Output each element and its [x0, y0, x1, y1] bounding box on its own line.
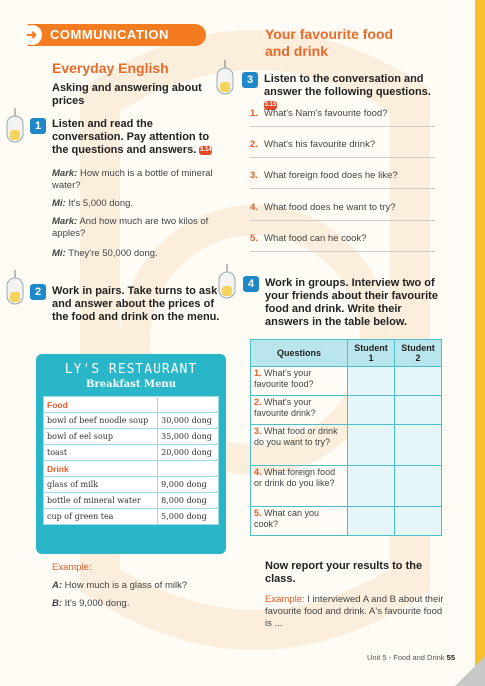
question-number: 5. [250, 233, 258, 244]
exercise-number-badge: 3 [242, 72, 258, 88]
table-header: Student 1 [348, 340, 395, 367]
example-label: Example: [52, 562, 92, 573]
section-banner [28, 24, 206, 46]
question-item [250, 108, 435, 127]
menu-category: Drink [44, 461, 158, 477]
table-header-row [251, 340, 442, 367]
menu-item: bowl of beef noodle soup [44, 413, 158, 429]
exercise-number-badge: 4 [243, 276, 259, 292]
menu-item-row [44, 429, 219, 445]
exercise2-instruction: Work in pairs. Take turns to ask and answer about the prices of the food and drink on the menu. [52, 285, 220, 323]
menu-subtitle: Breakfast Menu [86, 379, 176, 390]
example-line [52, 580, 232, 592]
question-text: What foreign food or drink do you like? [254, 467, 336, 488]
speaker-name: Mark: [52, 168, 78, 179]
example-text: I interviewed A and B about their favourite food and drink. A's favourite food is ... [265, 594, 444, 629]
speaker-name: Mi: [52, 198, 66, 209]
question-text: What food can he cook? [264, 233, 367, 244]
menu-item-row [44, 445, 219, 461]
menu-price: 8,000 dong [158, 493, 219, 509]
answer-cell[interactable] [348, 367, 395, 396]
menu-item-row [44, 493, 219, 509]
menu-price: 35,000 dong [158, 429, 219, 445]
question-number: 1. [250, 108, 258, 119]
question-number: 3. [250, 170, 258, 181]
dialogue-line [52, 248, 222, 260]
answer-cell[interactable] [395, 396, 442, 425]
example-label: Example: [265, 594, 305, 605]
report-example [265, 594, 445, 630]
dialogue-text: How much is a bottle of mineral water? [52, 168, 213, 191]
answer-cell[interactable] [348, 396, 395, 425]
answer-cell[interactable] [348, 466, 395, 507]
speaker-name: B: [52, 598, 63, 609]
question-number: 2. [250, 139, 258, 150]
question-text: What's your favourite drink? [254, 397, 316, 418]
answer-cell[interactable] [348, 425, 395, 466]
menu-price: 5,000 dong [158, 509, 219, 525]
question-item [250, 202, 435, 221]
answer-cell[interactable] [395, 466, 442, 507]
mouse-icon [216, 264, 238, 302]
exercise4-instruction: Work in groups. Interview two of your friends about their favourite food and drink. Write their answers in the table below. [265, 277, 438, 328]
menu-item-row [44, 509, 219, 525]
restaurant-menu [36, 354, 226, 554]
exercise3-instruction-text: Listen to the conversation and answer the following questions. [264, 73, 431, 98]
menu-item: bottle of mineral water [44, 493, 158, 509]
question-text: What's Nam's favourite food? [264, 108, 388, 119]
exercise1-instruction [52, 118, 222, 157]
question-item [250, 233, 435, 252]
menu-price: 20,000 dong [158, 445, 219, 461]
table-question-cell [251, 367, 348, 396]
speaker-name: A: [52, 580, 63, 591]
menu-category-row [44, 397, 219, 413]
everyday-english-title: Everyday English [52, 60, 169, 76]
page-edge-tab [475, 0, 485, 686]
question-text: What can you cook? [254, 508, 320, 529]
menu-title: LY'S RESTAURANT [64, 362, 198, 377]
example-line [52, 598, 232, 610]
table-header: Questions [251, 340, 348, 367]
section-banner-label: COMMUNICATION [50, 27, 169, 42]
audio-track-icon[interactable]: 3.14 [199, 146, 212, 153]
dialogue-line [52, 216, 222, 240]
arrow-right-icon: ➜ [22, 25, 42, 45]
question-text: What's his favourite drink? [264, 139, 376, 150]
question-text: What foreign food does he like? [264, 170, 398, 181]
menu-item: bowl of eel soup [44, 429, 158, 445]
menu-price: 30,000 dong [158, 413, 219, 429]
interview-table [250, 339, 442, 536]
exercise3-instruction [264, 73, 444, 112]
table-row [251, 396, 442, 425]
question-number: 3. [254, 426, 262, 436]
example-text: It's 9,000 dong. [64, 598, 130, 609]
menu-table [43, 396, 219, 525]
table-question-cell [251, 507, 348, 536]
exercise-number-badge: 1 [30, 118, 46, 134]
table-header: Student 2 [395, 340, 442, 367]
question-text: What food or drink do you want to try? [254, 426, 338, 447]
question-number: 1. [254, 368, 262, 378]
dialogue-text: And how much are two kilos of apples? [52, 216, 209, 239]
menu-category-row [44, 461, 219, 477]
mouse-icon [214, 60, 236, 98]
page-footer [367, 653, 455, 662]
question-item [250, 139, 435, 158]
menu-item: glass of milk [44, 477, 158, 493]
dialogue-text: It's 5,000 dong. [68, 198, 134, 209]
mouse-icon [4, 108, 26, 146]
table-row [251, 507, 442, 536]
page-curl [455, 656, 485, 686]
table-row [251, 466, 442, 507]
question-number: 4. [250, 202, 258, 213]
question-number: 2. [254, 397, 262, 407]
question-text: What's your favourite food? [254, 368, 314, 389]
answer-cell[interactable] [395, 425, 442, 466]
menu-item: cup of green tea [44, 509, 158, 525]
menu-item: toast [44, 445, 158, 461]
speaker-name: Mark: [52, 216, 78, 227]
question-number: 5. [254, 508, 262, 518]
mouse-icon [4, 270, 26, 308]
table-row [251, 425, 442, 466]
answer-cell[interactable] [395, 507, 442, 536]
question-item [250, 170, 435, 189]
menu-category: Food [44, 397, 158, 413]
unit-label: Unit 5 - Food and Drink [367, 653, 445, 662]
exercise1-instruction-text: Listen and read the conversation. Pay attention to the questions and answers. [52, 118, 210, 156]
audio-track-icon[interactable]: 3.15 [264, 101, 277, 108]
exercise-number-badge: 2 [30, 284, 46, 300]
table-question-cell [251, 425, 348, 466]
answer-cell[interactable] [395, 367, 442, 396]
question-number: 4. [254, 467, 262, 477]
report-title: Now report your results to the class. [265, 560, 423, 585]
right-section-title: Your favourite food and drink [265, 26, 394, 59]
table-row [251, 367, 442, 396]
table-question-cell [251, 466, 348, 507]
everyday-english-subtitle: Asking and answering about prices [52, 82, 202, 107]
dialogue-line [52, 168, 222, 192]
dialogue-line [52, 198, 222, 210]
dialogue-text: They're 50,000 dong. [68, 248, 158, 259]
page-number: 55 [446, 653, 455, 662]
answer-cell[interactable] [348, 507, 395, 536]
table-question-cell [251, 396, 348, 425]
speaker-name: Mi: [52, 248, 66, 259]
question-text: What food does he want to try? [264, 202, 396, 213]
menu-item-row [44, 477, 219, 493]
menu-item-row [44, 413, 219, 429]
example-text: How much is a glass of milk? [64, 580, 188, 591]
menu-price: 9,000 dong [158, 477, 219, 493]
